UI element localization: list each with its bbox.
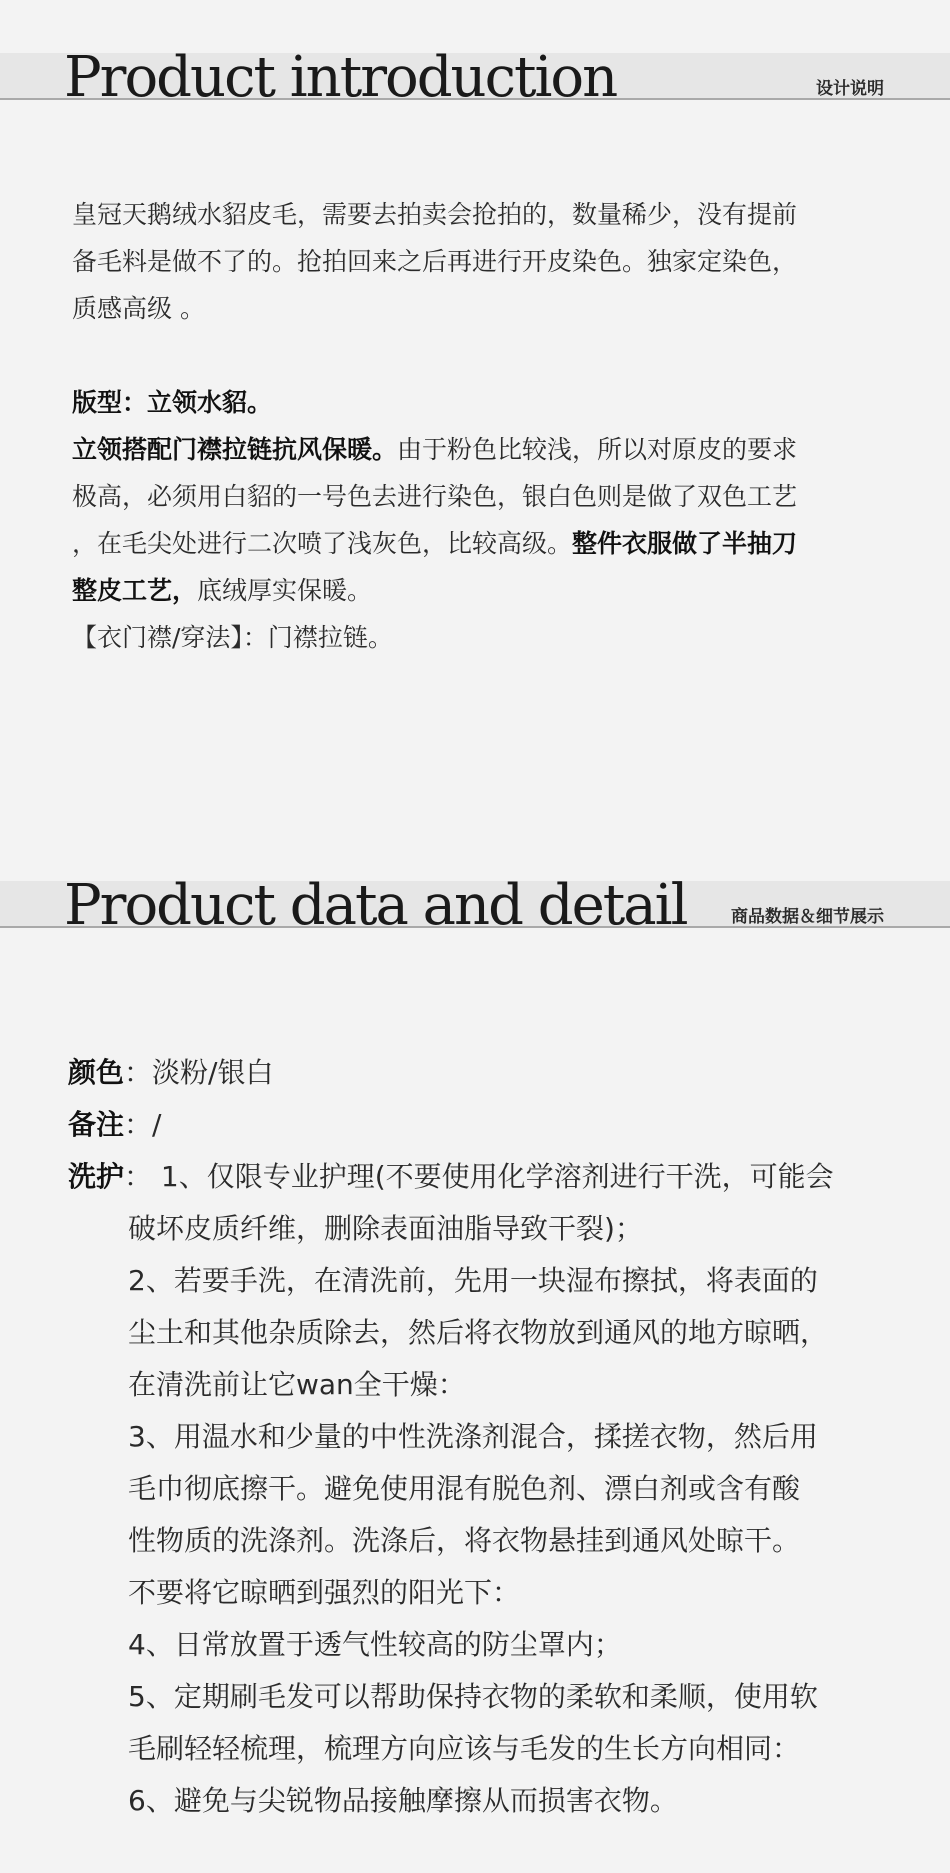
product-details	[68, 1047, 898, 1827]
style-line-text: ，在毛尖处进行二次喷了浅灰色，比较高级。	[72, 529, 573, 558]
care-first-line: ： 1、仅限专业护理(不要使用化学溶剂进行干洗，可能会	[124, 1160, 834, 1193]
style-paragraph	[72, 379, 872, 661]
color-value: ：淡粉/银白	[124, 1056, 274, 1089]
care-line: 毛巾彻底擦干。避免使用混有脱色剂、漂白剂或含有酸	[128, 1472, 801, 1505]
style-line	[72, 520, 872, 567]
style-line-bold: 立领搭配门襟拉链抗风保暖。	[72, 435, 398, 464]
intro-paragraph	[72, 191, 872, 332]
care-line: 尘土和其他杂质除去，然后将衣物放到通风的地方晾晒，	[128, 1316, 829, 1349]
note-row	[68, 1099, 898, 1151]
note-value: ：/	[124, 1108, 162, 1141]
care-line: 2、若要手洗，在清洗前，先用一块湿布擦拭，将表面的	[128, 1264, 818, 1297]
note-label: 备注	[68, 1108, 125, 1141]
care-line: 5、定期刷毛发可以帮助保持衣物的柔软和柔顺，使用软	[128, 1680, 818, 1713]
style-line: 极高，必须用白貂的一号色去进行染色，银白色则是做了双色工艺	[72, 482, 798, 511]
color-row	[68, 1047, 898, 1099]
style-label: 版型：立领水貂。	[72, 388, 273, 417]
style-line-text: 底绒厚实保暖。	[197, 576, 373, 605]
section-subtitle-product-data: 商品数据＆细节展示	[731, 907, 884, 927]
section-title-product-introduction: Product introduction	[64, 45, 617, 110]
closure-line: 【衣门襟/穿法】：门襟拉链。	[72, 623, 393, 652]
care-line: 4、日常放置于透气性较高的防尘罩内；	[128, 1628, 622, 1661]
intro-line: 质感高级 。	[72, 294, 205, 323]
section-title-product-data: Product data and detail	[64, 873, 687, 938]
care-line: 毛刷轻轻梳理，梳理方向应该与毛发的生长方向相同：	[128, 1732, 801, 1765]
section-subtitle-design-notes: 设计说明	[816, 79, 884, 99]
care-line: 在清洗前让它wan全干燥：	[128, 1368, 466, 1401]
care-label: 洗护	[68, 1160, 125, 1193]
color-label: 颜色	[68, 1056, 125, 1089]
care-row	[68, 1151, 898, 1203]
intro-line: 皇冠天鹅绒水貂皮毛，需要去拍卖会抢拍的，数量稀少，没有提前	[72, 200, 798, 229]
care-line: 3、用温水和少量的中性洗涤剂混合，揉搓衣物，然后用	[128, 1420, 818, 1453]
style-line	[72, 567, 872, 614]
care-line: 不要将它晾晒到强烈的阳光下：	[128, 1576, 521, 1609]
style-line-bold: 整件衣服做了半抽刀	[572, 529, 798, 558]
intro-line: 备毛料是做不了的。抢拍回来之后再进行开皮染色。独家定染色，	[72, 247, 798, 276]
care-line: 性物质的洗涤剂。洗涤后，将衣物悬挂到通风处晾干。	[128, 1524, 801, 1557]
style-line	[72, 426, 872, 473]
style-line-bold: 整皮工艺，	[72, 576, 198, 605]
care-line: 6、避免与尖锐物品接触摩擦从而损害衣物。	[128, 1784, 678, 1817]
style-line-text: 由于粉色比较浅，所以对原皮的要求	[397, 435, 798, 464]
care-line: 破坏皮质纤维，删除表面油脂导致干裂)；	[128, 1212, 643, 1245]
